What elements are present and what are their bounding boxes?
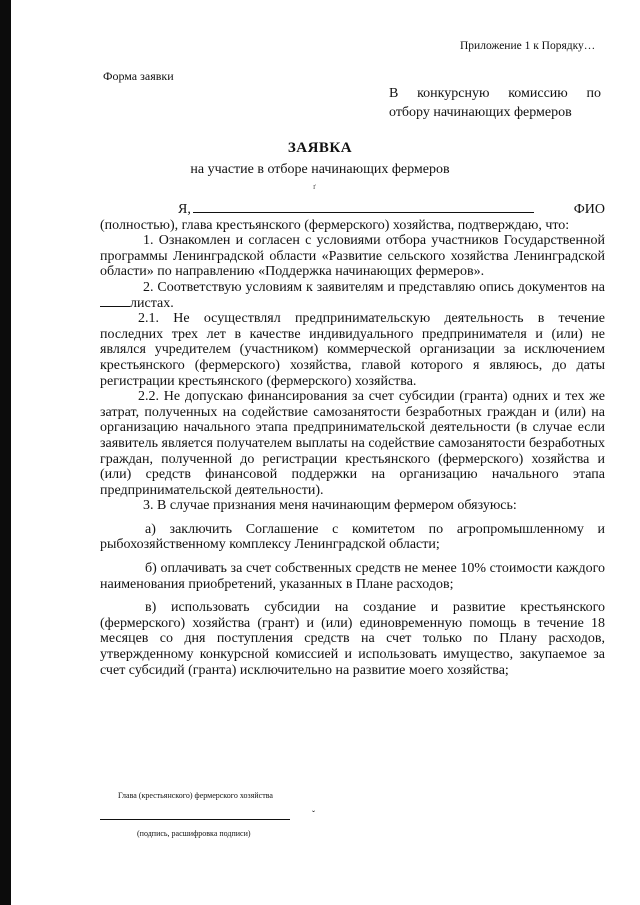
- signature-mark: ˇ: [312, 809, 315, 819]
- item-3-a: а) заключить Соглашение с комитетом по агропромышленному и рыбохозяйственному комплексу Ленинградской области;: [100, 521, 605, 553]
- ya-label: Я,: [178, 202, 191, 217]
- fio-blank: [193, 200, 534, 213]
- item-3-v: в) использовать субсидии на создание и развитие крестьянского (фермерского) хозяйства (грант) и (или) единовременную помощь в течение 18 месяцев со дня поступления средств на счет только по Плану расходов, утвержденному конкурсной комиссией и использовать имущество, закупаемое за счет субсидий (гранта) исключительно на развитие моего хозяйства;: [100, 600, 605, 678]
- appendix-label: Приложение 1 к Порядку…: [460, 40, 596, 52]
- stray-mark: ґ: [313, 182, 316, 191]
- document-subtitle: на участие в отборе начинающих фермеров: [190, 162, 450, 177]
- fio-label: ФИО: [573, 202, 605, 217]
- item-2-1: 2.1. Не осуществлял предпринимательскую деятельность в течение последних трех лет в качестве индивидуального предпринимателя и (или) не являлся учредителем (участником) коммерческой организации за исключением крестьянского (фермерского) хозяйства, главой которого я являюсь, до даты регистрации крестьянского (фермерского) хозяйства.: [100, 311, 605, 389]
- item-2-suffix: листах.: [130, 295, 174, 311]
- item-3-b: б) оплачивать за счет собственных средств не менее 10% стоимости каждого наименования приобретений, указанных в Плане расходов;: [100, 561, 605, 592]
- intro-continuation: (полностью), глава крестьянского (фермерского) хозяйства, подтверждаю, что:: [100, 217, 570, 233]
- application-body: [100, 200, 605, 678]
- item-2-text: 2. Соответствую условиям к заявителям и представляю опись документов на: [143, 279, 605, 295]
- addressee-block: [389, 84, 601, 122]
- document-title: ЗАЯВКА: [287, 140, 353, 156]
- scan-edge-bar: [0, 0, 11, 905]
- item-1: 1. Ознакомлен и согласен с условиями отбора участников Государственной программы Ленинградской области «Развитие сельского хозяйства Ленинградской области» по направлению «Поддержка начинающих фермеров».: [100, 233, 605, 280]
- item-2-2: 2.2. Не допускаю финансирования за счет субсидии (гранта) одних и тех же затрат, полученных на содействие самозанятости безработных граждан и (или) на организацию начального этапа предпринимательской деятельности (в случае если заявитель является получателем выплаты на содействие самозанятости безработных граждан, полученной до регистрации крестьянского (фермерского) хозяйства и (или) средств финансовой поддержки на организацию начального этапа предпринимательской деятельности).: [100, 389, 605, 498]
- addressee-line-2: отбору начинающих фермеров: [389, 105, 572, 120]
- signature-note: (подпись, расшифровка подписи): [137, 829, 251, 838]
- fio-line: [100, 200, 605, 218]
- signature-line: [100, 819, 290, 820]
- form-title: Форма заявки: [103, 69, 174, 83]
- item-3: 3. В случае признания меня начинающим фермером обязуюсь:: [143, 498, 517, 514]
- signature-caption: Глава (крестьянского) фермерского хозяйства: [118, 791, 273, 800]
- addressee-line-1: В конкурсную комиссию по: [389, 86, 601, 101]
- item-2: [100, 280, 605, 311]
- sheets-blank: [100, 296, 130, 307]
